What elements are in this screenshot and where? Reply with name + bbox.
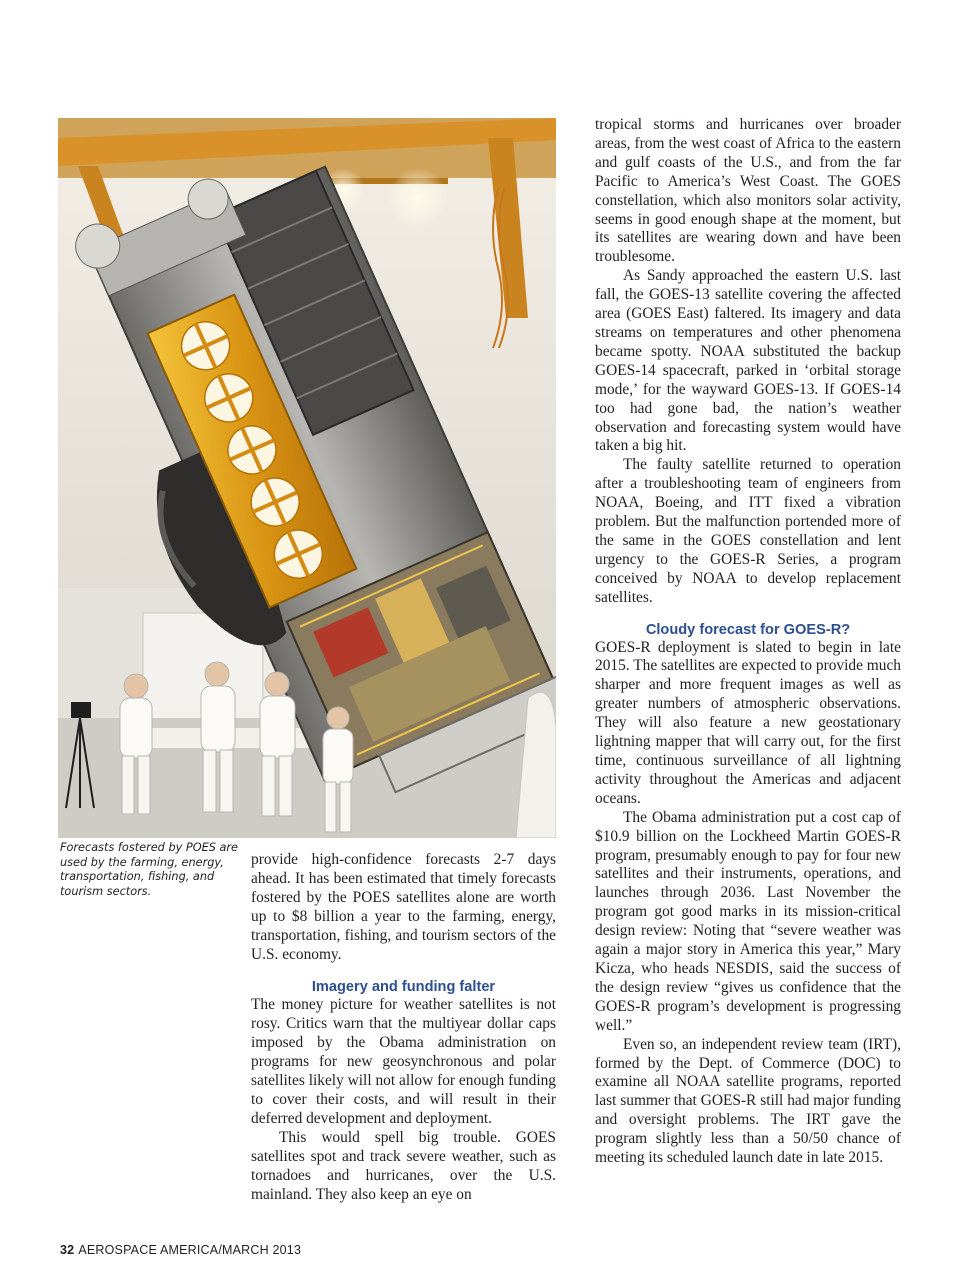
paragraph: As Sandy approached the eastern U.S. last fall, the GOES-13 satellite covering the affected area (GOES East) faltered. Its imagery and data streams on temperatures and other phenomena became spotty. NOAA substituted the backup GOES-14 spacecraft, parked in ‘orbital storage mode,’ for the wayward GOES-13. If GOES-14 too had gone bad, the nation’s weather observation and forecasting system would have taken a big hit. — [595, 267, 901, 455]
article-column-middle — [251, 851, 556, 1204]
paragraph: The Obama administration put a cost cap of $10.9 billion on the Lockheed Martin GOES-R program, presumably enough to pay for four new satellites and their instruments, operations, and launches through 2036. Last November the program got good marks in its mission-critical design review: Noting that “severe weather was again a major story in America this year,” Mary Kicza, who heads NESDIS, said the success of the design review “gives us confidence that the GOES-R program’s development is progressing well.” — [595, 808, 901, 1034]
satellite-photo — [58, 118, 556, 838]
page-number: 32 — [60, 1243, 75, 1257]
paragraph: The faulty satellite returned to operation after a troubleshooting team of engineers from NOAA, Boeing, and ITT fixed a vibration problem. But the malfunction portended more of the same in the GOES constellation and lent urgency to the GOES-R Series, a program conceived by NOAA to develop replacement satellites. — [595, 456, 901, 606]
paragraph: The money picture for weather satellites is not rosy. Critics warn that the multiyear dollar caps imposed by the Obama administration on programs for new geosynchronous and polar satellites likely will not allow for enough funding to cover their costs, and will result in their deferred development and deployment. — [251, 996, 556, 1127]
paragraph: GOES-R deployment is slated to begin in late 2015. The satellites are expected to provide much sharper and more frequent images as well as greater numbers of atmospheric observations. They will also feature a new geostationary lightning mapper that will carry out, for the first time, continuous surveillance of all lightning activity throughout the Americas and adjacent oceans. — [595, 638, 901, 807]
photo-caption: Forecasts fostered by POES are used by the farming, energy, transportation, fishing, and tourism sectors. — [60, 841, 239, 898]
publication-name: AEROSPACE AMERICA/MARCH 2013 — [78, 1243, 302, 1257]
section-subhead: Imagery and funding falter — [311, 979, 496, 996]
paragraph: This would spell big trouble. GOES satellites spot and track severe weather, such as tornadoes and hurricanes, over the U.S. mainland. They also keep an eye on — [251, 1128, 556, 1203]
paragraph: Even so, an independent review team (IRT), formed by the Dept. of Commerce (DOC) to examine all NOAA satellite programs, reported last summer that GOES-R still had major funding and oversight problems. The IRT gave the program slightly less than a 50/50 chance of meeting its scheduled launch date in late 2015. — [595, 1035, 901, 1167]
paragraph: tropical storms and hurricanes over broader areas, from the west coast of Africa to the eastern and gulf coasts of the U.S., and from the far Pacific to America’s West Coast. The GOES constellation, which also monitors solar activity, seems in good enough shape at the moment, but its satellites are wearing down and have been troublesome. — [595, 116, 901, 266]
satellite-illustration — [58, 118, 556, 838]
section-subhead: Cloudy forecast for GOES-R? — [645, 621, 851, 638]
paragraph: provide high-confidence forecasts 2-7 days ahead. It has been estimated that timely forecasts fostered by the POES satellites alone are worth up to $8 billion a year to the farming, energy, transportation, fishing, and tourism sectors of the U.S. economy. — [251, 851, 556, 963]
page-footer — [60, 1243, 301, 1257]
article-column-right — [595, 116, 901, 1168]
